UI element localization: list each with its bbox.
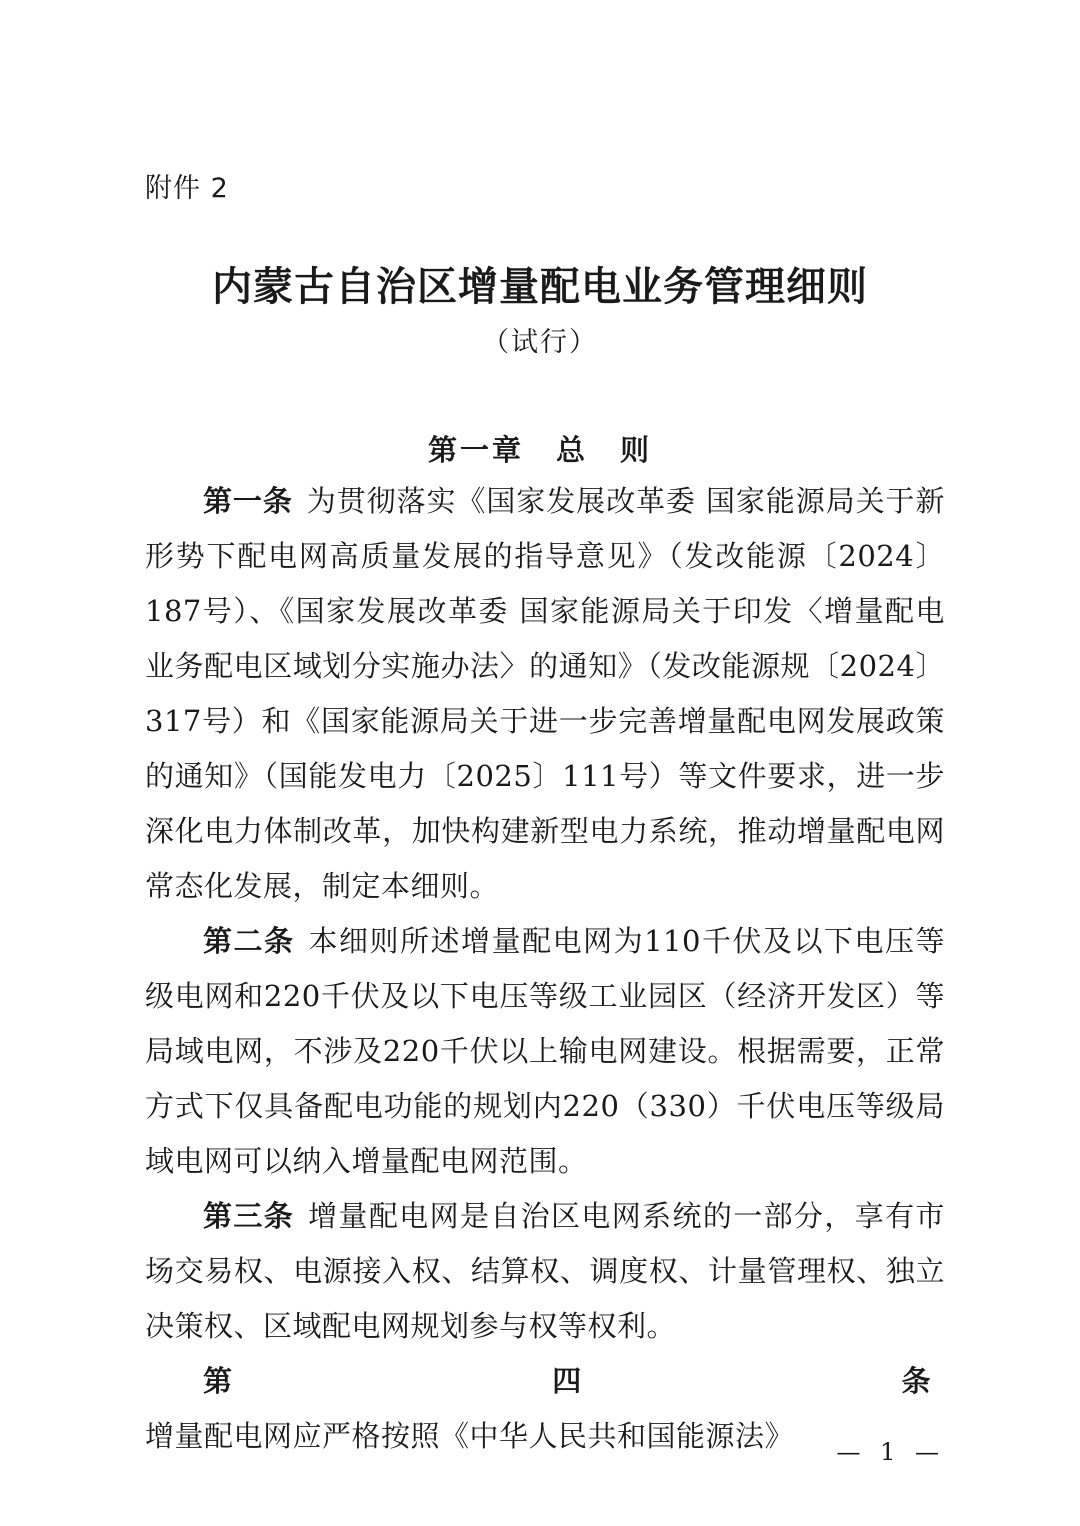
article-text: 本细则所述增量配电网为110千伏及以下电压等级电网和220千伏及以下电压等级工业园区（经济开发区）等局域电网，不涉及220千伏以上输电网建设。根据需要，正常方式下仅具备配电功能的规划内220（330）千伏电压等级局域电网可以纳入增量配电网范围。 [145,924,945,1178]
document-body [145,474,945,1464]
page-number: — 1 — [836,1438,945,1466]
article-label: 第四条 [203,1364,931,1398]
article-2 [145,914,945,1189]
document-subtitle: （试行） [482,327,598,358]
document-title: 内蒙古自治区增量配电业务管理细则 [212,263,868,310]
article-label: 第二条 [203,924,295,958]
article-4 [145,1354,945,1464]
article-3 [145,1189,945,1354]
article-label: 第一条 [203,484,293,518]
article-1 [145,474,945,914]
article-text: 增量配电网是自治区电网系统的一部分，享有市场交易权、电源接入权、结算权、调度权、计量管理权、独立决策权、区域配电网规划参与权等权利。 [145,1199,945,1343]
article-label: 第三条 [203,1199,295,1233]
chapter-heading: 第一章 总 则 [427,433,652,467]
article-text: 为贯彻落实《国家发展改革委 国家能源局关于新形势下配电网高质量发展的指导意见》（发改能源〔2024〕187号）、《国家发展改革委 国家能源局关于印发〈增量配电业务配电区域划分实施办法〉的通知》（发改能源规〔2024〕317号）和《国家能源局关于进一步完善增量配电网发展政策的通知》（国能发电力〔2025〕111号）等文件要求，进一步深化电力体制改革，加快构建新型电力系统，推动增量配电网常态化发展，制定本细则。 [145,484,945,903]
attachment-label: 附件 2 [145,173,229,204]
article-text: 增量配电网应严格按照《中华人民共和国能源法》 [145,1419,795,1453]
